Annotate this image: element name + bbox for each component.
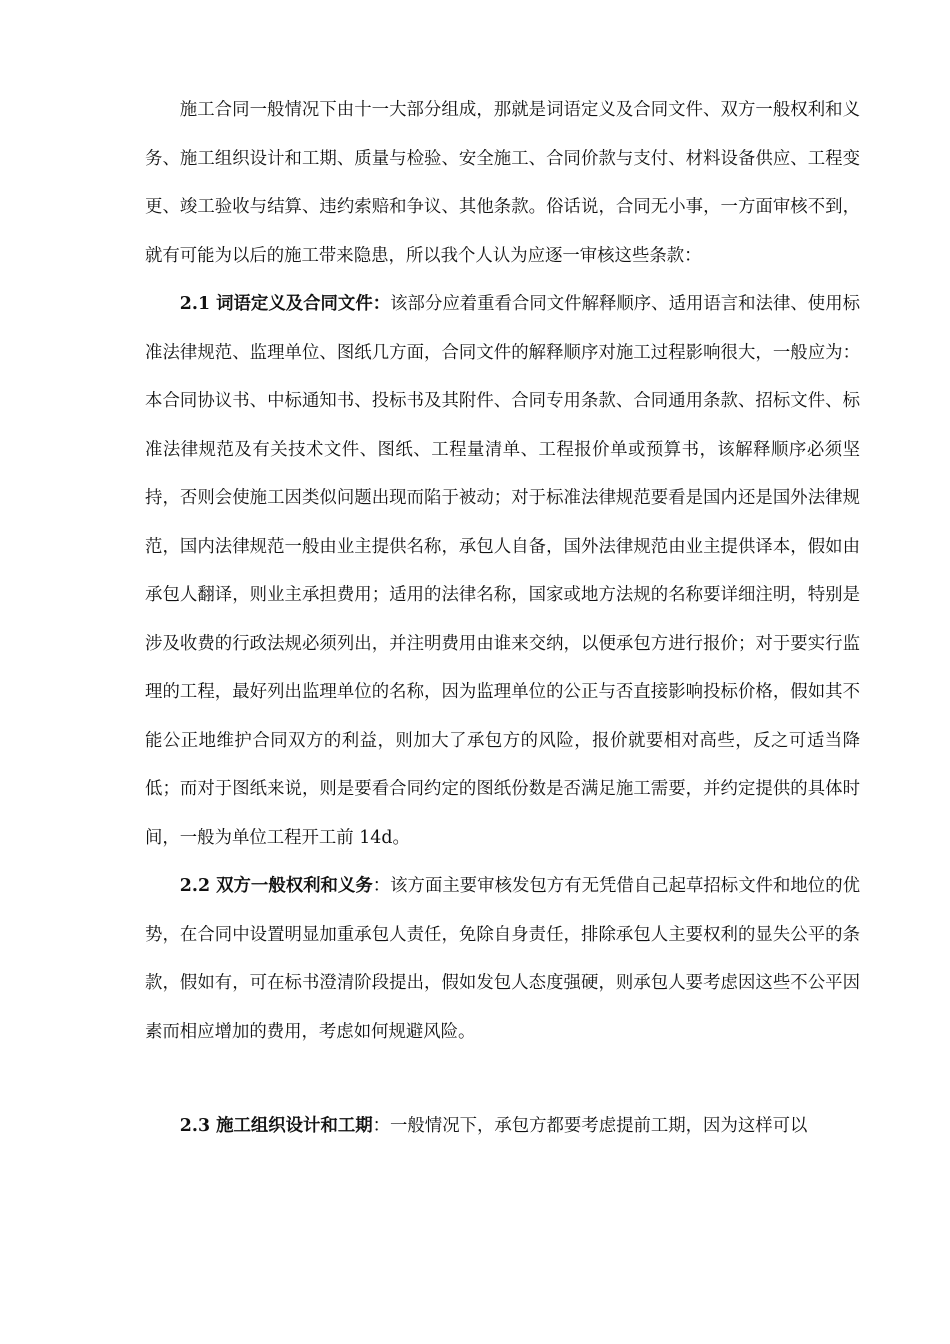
section-2-1-paragraph bbox=[145, 280, 860, 862]
section-2-1-heading: 2.1 词语定义及合同文件： bbox=[179, 294, 391, 314]
intro-paragraph bbox=[145, 86, 860, 280]
intro-text: 施工合同一般情况下由十一大部分组成，那就是词语定义及合同文件、双方一般权利和义务、施工组织设计和工期、质量与检验、安全施工、合同价款与支付、材料设备供应、工程变更、竣工验收与结算、违约索赔和争议、其他条款。俗话说，合同无小事，一方面审核不到，就有可能为以后的施工带来隐患，所以我个人认为应逐一审核这些条款： bbox=[145, 100, 860, 266]
section-2-2-body: ：该方面主要审核发包方有无凭借自己起草招标文件和地位的优势，在合同中设置明显加重承包人责任，免除自身责任，排除承包人主要权利的显失公平的条款，假如有，可在标书澄清阶段提出，假如发包人态度强硬，则承包人要考虑因这些不公平因素而相应增加的费用，考虑如何规避风险。 bbox=[145, 876, 860, 1042]
section-2-3-body: ：一般情况下，承包方都要考虑提前工期，因为这样可以 bbox=[372, 1116, 808, 1136]
section-2-3-heading: 2.3 施工组织设计和工期 bbox=[179, 1116, 373, 1136]
section-2-3-paragraph bbox=[145, 1102, 860, 1151]
section-2-2-paragraph bbox=[145, 862, 860, 1056]
section-2-1-body: 该部分应着重看合同文件解释顺序、适用语言和法律、使用标准法律规范、监理单位、图纸几方面，合同文件的解释顺序对施工过程影响很大，一般应为：本合同协议书、中标通知书、投标书及其附件、合同专用条款、合同通用条款、招标文件、标准法律规范及有关技术文件、图纸、工程量清单、工程报价单或预算书，该解释顺序必须坚持，否则会使施工因类似问题出现而陷于被动；对于标准法律规范要看是国内还是国外法律规范，国内法律规范一般由业主提供名称，承包人自备，国外法律规范由业主提供译本，假如由承包人翻译，则业主承担费用；适用的法律名称，国家或地方法规的名称要详细注明，特别是涉及收费的行政法规必须列出，并注明费用由谁来交纳，以便承包方进行报价；对于要实行监理的工程，最好列出监理单位的名称，因为监理单位的公正与否直接影响投标价格，假如其不能公正地维护合同双方的利益，则加大了承包方的风险，报价就要相对高些，反之可适当降低；而对于图纸来说，则是要看合同约定的图纸份数是否满足施工需要，并约定提供的具体时间，一般为单位工程开工前 14d。 bbox=[145, 294, 860, 848]
section-2-2-heading: 2.2 双方一般权利和义务 bbox=[179, 876, 373, 896]
paragraph-gap bbox=[145, 1056, 860, 1102]
